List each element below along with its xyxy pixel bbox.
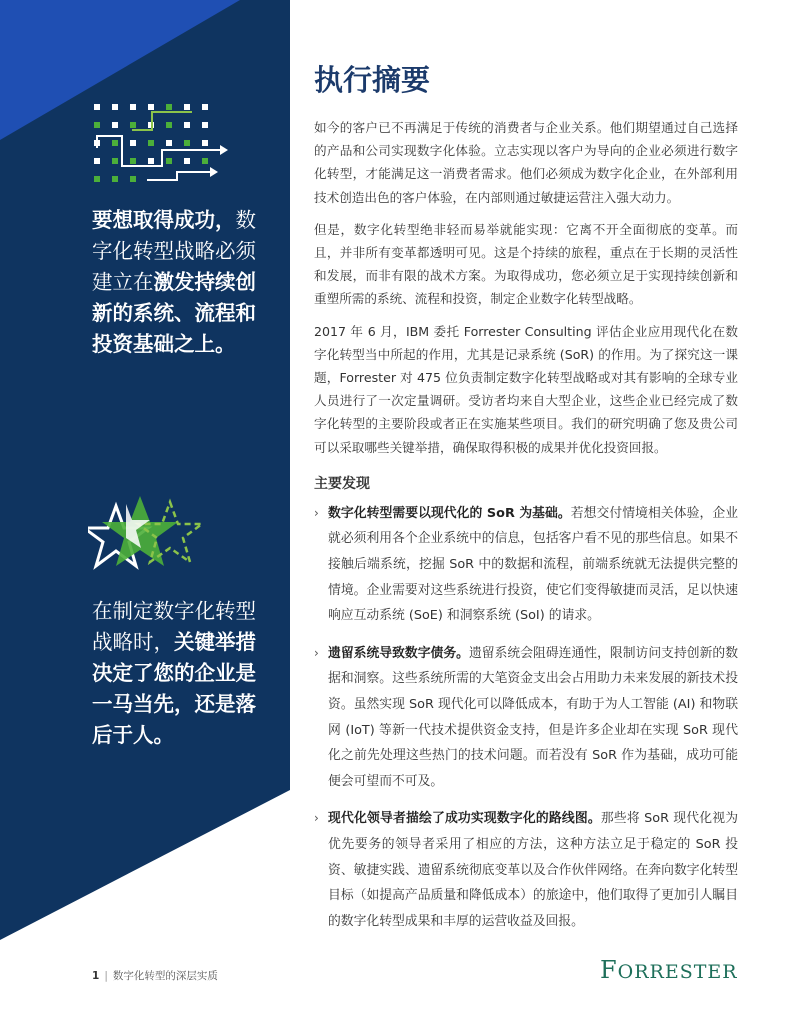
sidebar-quote-2 [92, 596, 274, 751]
logo-initial: F [600, 956, 618, 984]
paragraph-1: 如今的客户已不再满足于传统的消费者与企业关系。他们期望通过自己选择的产品和公司实现数字化体验。立志实现以客户为导向的企业必须进行数字化转型，才能满足这一消费者需求。他们必须成为数字化企业，在外部利用技术创造出色的客户体验，在内部则通过敏捷运营注入强大动力。 [314, 120, 738, 205]
page-title: 执行摘要 [314, 63, 431, 97]
finding-1-text: 若想交付情境相关体验，企业就必须利用各个企业系统中的信息，包括客户看不见的那些信息。如果不接触后端系统，挖掘 SoR 中的数据和流程，前端系统就无法提供完整的情境。企业需要对这些系统进行投资，使它们变得敏捷而灵活，足以快速响应互动系统 (SoE) 和洞察系统 (SoI) 的请求。 [328, 505, 738, 624]
quote2-normal: 在制定数字化转型战略时， [92, 599, 256, 654]
logo-rest: ORRESTER [617, 961, 738, 983]
findings-heading: 主要发现 [314, 475, 370, 492]
page-footer [92, 968, 218, 983]
finding-2-bold: 遗留系统导致数字债务。 [328, 645, 469, 661]
quote2-bold: 关键举措决定了您的企业是一马当先，还是落后于人。 [92, 630, 256, 747]
sidebar-quote-1 [92, 205, 274, 360]
forrester-logo [600, 956, 738, 984]
finding-item-3 [314, 806, 738, 934]
paragraph-2: 但是，数字化转型绝非轻而易举就能实现：它离不开全面彻底的变革。而且，并非所有变革都透明可见。这是个持续的旅程，重点在于长期的灵活性和发展，而非有限的战术方案。为取得成功，您必须立足于实现持续创新和重塑所需的系统、流程和投资，制定企业数字化转型战略。 [314, 221, 738, 307]
quote1-bold-part2: 激发持续创新的系统、流程和投资基础之上。 [92, 270, 256, 356]
arrow-grid-icon [92, 100, 232, 190]
footer-doc-title: 数字化转型的深层实质 [112, 970, 218, 982]
quote1-bold-part1: 要想取得成功， [92, 208, 236, 232]
finding-item-2 [314, 641, 738, 795]
finding-3-bold: 现代化领导者描绘了成功实现数字化的路线图。 [328, 811, 601, 827]
chevron-right-icon: › [314, 811, 319, 826]
finding-3-text: 那些将 SoR 现代化视为优先要务的领导者采用了相应的方法，这种方法立足于稳定的 SoR 投资、敏捷实践、遗留系统彻底变革以及合作伙伴网络。在奔向数字化转型目标（如提高产品质量和降低成本）的旅途中，他们取得了更加引人瞩目的数字化转型成果和丰厚的运营收益及回报。 [328, 811, 739, 929]
chevron-right-icon: › [314, 645, 319, 660]
chevron-right-icon: › [314, 505, 319, 520]
finding-2-text: 遗留系统会阻碍连通性，限制访问支持创新的数据和洞察。这些系统所需的大笔资金支出会占用助力未来发展的新技术投资。虽然实现 SoR 现代化可以降低成本，有助于为人工智能 (AI) 和物联网 (IoT) 等新一代技术提供资金支持，但是许多企业却在实现 SoR 现代化之前先处理这些热门的技术问题。而若没有 SoR 作为基础，成功可能便会可望而不可及。 [328, 645, 739, 789]
quote1-normal: 数字化转型战略必须建立在 [92, 208, 256, 294]
paragraph-3: 2017 年 6 月，IBM 委托 Forrester Consulting 评估企业应用现代化在数字化转型当中所起的作用，尤其是记录系统 (SoR) 的作用。为了探究这一课题，Forrester 对 475 位负责制定数字化转型战略或对其有影响的全球专业人员进行了一次定量调研。受访者均来自大型企业，这些企业已经完成了数字化转型的主要阶段或者正在实施某些项目。我们的研究明确了您及贵公司可以采取哪些关键举措，确保取得积极的成果并优化投资回报。 [314, 323, 738, 455]
star-icon [88, 488, 218, 583]
sidebar [0, 0, 290, 1024]
main-content [314, 62, 738, 946]
finding-item-1 [314, 501, 738, 629]
footer-separator: | [104, 970, 108, 982]
finding-1-bold: 数字化转型需要以现代化的 SoR 为基础。 [328, 505, 571, 521]
page-number: 1 [92, 970, 100, 982]
